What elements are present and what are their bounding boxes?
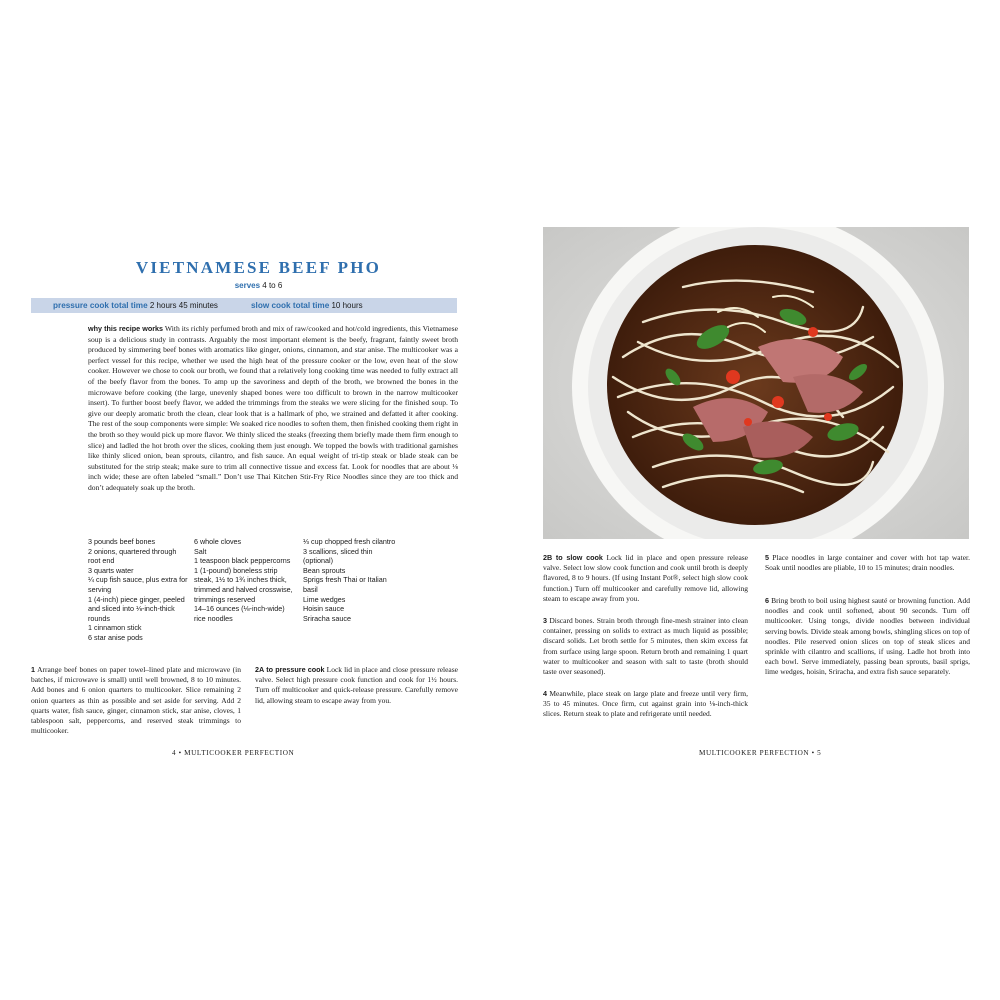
ingredient-list-3: [303, 537, 401, 623]
right-page: [500, 0, 1000, 1000]
step-2b-text: Lock lid in place and open pressure release valve. Select low slow cook function and cook until broth is deeply flavored, 8 to 9 hours. (If using Instant Pot®, select high slow cook function.) Turn off multicooker and carefully remove lid, allowing steam to escape away from you.: [543, 553, 749, 603]
ingredient-item: ¼ cup fish sauce, plus extra for serving: [88, 575, 188, 594]
step-5-text: Place noodles in large container and cover with hot tap water. Soak until noodles are pliable, 10 to 15 minutes; drain noodles.: [765, 553, 971, 573]
step-1-text: Arrange beef bones on paper towel–lined plate and microwave (in batches, if microwave is small) until well browned, 8 to 10 minutes. Add bones and 6 onion quarters to multicooker. Slice remaining 2 onion quarters as thin as possible and set aside for serving. Add 2 quarts water, fish sauce, ginger, cinnamon stick, star anise, cloves, 1 tablespoon salt, peppercorns, and reserved steak trimmings to multicooker.: [31, 665, 241, 736]
broth: [607, 245, 903, 525]
ingredient-item: 2 onions, quartered through root end: [88, 546, 177, 566]
ingredient-item: Bean sprouts: [303, 565, 346, 575]
step-2b-number: 2B: [543, 553, 553, 562]
intro-text: With its richly perfumed broth and mix of raw/cooked and hot/cold ingredients, this Vietnamese soup is a delicious study in contrasts. Arguably the most important element is the beefy, fragrant, faintly sweet broth produced by simmering beef bones with aromatics like ginger, onions, cinnamon, and star anise. The multicooker was a perfect vessel for this recipe, whether we used the high heat of the pressure cooker or the low, even heat of the slow cooker. However we chose to cook our broth, we found that a relatively long cooking time was needed to fully extract all of the beefy flavor from the bones. To amp up the savoriness and depth of the broth, we browned the bones in the microwave before cooking (the large, unevenly shaped bones were too difficult to brown in the narrow multicooker insert). To further boost beefy flavor, we added the trimmings from the steaks we were slicing for the finished soup. To give our deeply aromatic broth the clean, clear look that is a hallmark of pho, we strained and defatted it after cooking. The rest of the soup components were simple: We soaked rice noodles to soften them, then finished cooking them right in the broth so they would pick up more flavor. We thinly sliced the steaks (freezing them briefly made them firm enough to slice) and ladled the hot broth over the slices, cooking them just enough. We topped the bowls with traditional garnishes like thinly sliced onion, bean sprouts, cilantro, and fish sauce. An equal weight of tri-tip steak or blade steak can be substituted for the strip steak; make sure to trim all connective tissue and excess fat. Look for noodles that are about ⅛ inch wide; these are often labeled “small.” Don’t use Thai Kitchen Stir-Fry Rice Noodles since they are too thick and don’t adequately soak up the broth.: [88, 324, 458, 492]
serves-line: [30, 281, 487, 290]
step-2a-number: 2A: [255, 665, 265, 674]
ingredient-list-2: [194, 537, 294, 623]
ingredient-item: Hoisin sauce: [303, 604, 345, 614]
ingredient-item: ⅓ cup chopped fresh cilantro: [303, 537, 396, 546]
ingredient-item: Salt: [194, 546, 207, 556]
ingredient-item: 3 scallions, sliced thin (optional): [303, 546, 373, 566]
recipe-title: VIETNAMESE BEEF PHO: [135, 258, 382, 277]
pho-bowl-illustration: [543, 227, 969, 539]
step-4: [543, 689, 748, 720]
step-6-text: Bring broth to boil using highest sauté or browning function. Add noodles and cook until softened, about 90 seconds. Turn off multicooker. Using tongs, divide noodles between individual serving bowls. Divide steak among bowls, shingling slices on top of noodles. Pile reserved onion slices on top of steak slices and sprinkle with cilantro and scallions, if using. Ladle hot broth into each bowl. Serve immediately, passing bean sprouts, basil sprigs, lime wedges, hoisin, Sriracha, and extra fish sauce separately.: [765, 596, 970, 677]
serves-label: serves: [234, 281, 261, 290]
step-2a: [255, 665, 458, 706]
slow-time-value: 10 hours: [331, 301, 363, 310]
ingredient-item: 14–16 ounces (⅛-inch-wide) rice noodles: [194, 604, 285, 623]
right-folio: MULTICOOKER PERFECTION • 5: [699, 749, 822, 757]
step-2b: [543, 553, 748, 604]
intro-paragraph: [88, 324, 458, 494]
pressure-time-label: pressure cook total time: [53, 301, 148, 310]
intro-lead: why this recipe works: [88, 324, 163, 333]
step-5: [765, 553, 970, 573]
step-2a-text: Lock lid in place and close pressure release valve. Select high pressure cook function and cook for 1½ hours. Turn off multicooker and quick-release pressure. Carefully remove lid, allowing steam to escape away from you.: [255, 665, 459, 705]
slow-time-label: slow cook total time: [251, 301, 330, 310]
pressure-time: [53, 298, 218, 313]
step-3: [543, 616, 748, 677]
ingredient-list-1: [88, 537, 188, 643]
step-3-text: Discard bones. Strain broth through fine-mesh strainer into clean container, pressing on solids to extract as much liquid as possible; discard solids. Let broth settle for 5 minutes, then skim excess fat from surface using large spoon. Return broth and remaining 1 quart water to multicooker and season with salt to taste (broth should taste over seasoned).: [543, 616, 749, 677]
ingredient-item: 1 (4-inch) piece ginger, peeled and sliced into ⅛-inch-thick rounds: [88, 594, 185, 623]
pressure-time-value: 2 hours 45 minutes: [149, 301, 218, 310]
step-1-number: 1: [31, 665, 35, 674]
slow-time: [251, 298, 363, 313]
ingredients-column-3: [303, 537, 401, 623]
ingredient-item: 3 pounds beef bones: [88, 537, 156, 546]
ingredients-column-1: [88, 537, 188, 643]
serves-value: 4 to 6: [262, 281, 283, 290]
ingredient-item: 1 (1-pound) boneless strip steak, 1½ to 1¾ inches thick, trimmed and halved crosswise, trimmings reserved: [194, 565, 293, 604]
step-2b-lead: to slow cook: [555, 553, 603, 562]
ingredient-item: 1 cinnamon stick: [88, 623, 142, 633]
step-1: [31, 665, 241, 736]
ingredient-item: 6 whole cloves: [194, 537, 242, 546]
step-2a-lead: to pressure cook: [266, 665, 325, 674]
cook-time-bar: [31, 298, 457, 313]
step-3-number: 3: [543, 616, 547, 625]
step-6-number: 6: [765, 596, 769, 605]
step-6: [765, 596, 970, 678]
ingredient-item: 3 quarts water: [88, 565, 134, 575]
ingredient-item: 1 teaspoon black peppercorns: [194, 556, 291, 566]
ingredients-column-2: [194, 537, 294, 623]
step-4-number: 4: [543, 689, 547, 698]
ingredient-item: Lime wedges: [303, 594, 346, 604]
ingredient-item: Sriracha sauce: [303, 613, 351, 623]
pho-bowl-photo: [543, 227, 969, 539]
left-folio: 4 • MULTICOOKER PERFECTION: [172, 749, 295, 757]
ingredient-item: Sprigs fresh Thai or Italian basil: [303, 575, 387, 594]
step-5-number: 5: [765, 553, 769, 562]
step-4-text: Meanwhile, place steak on large plate and freeze until very firm, 35 to 45 minutes. Once firm, cut against grain into ⅛-inch-thick slices. Return steak to plate and refrigerate until needed.: [543, 689, 749, 719]
ingredient-item: 6 star anise pods: [88, 632, 143, 642]
